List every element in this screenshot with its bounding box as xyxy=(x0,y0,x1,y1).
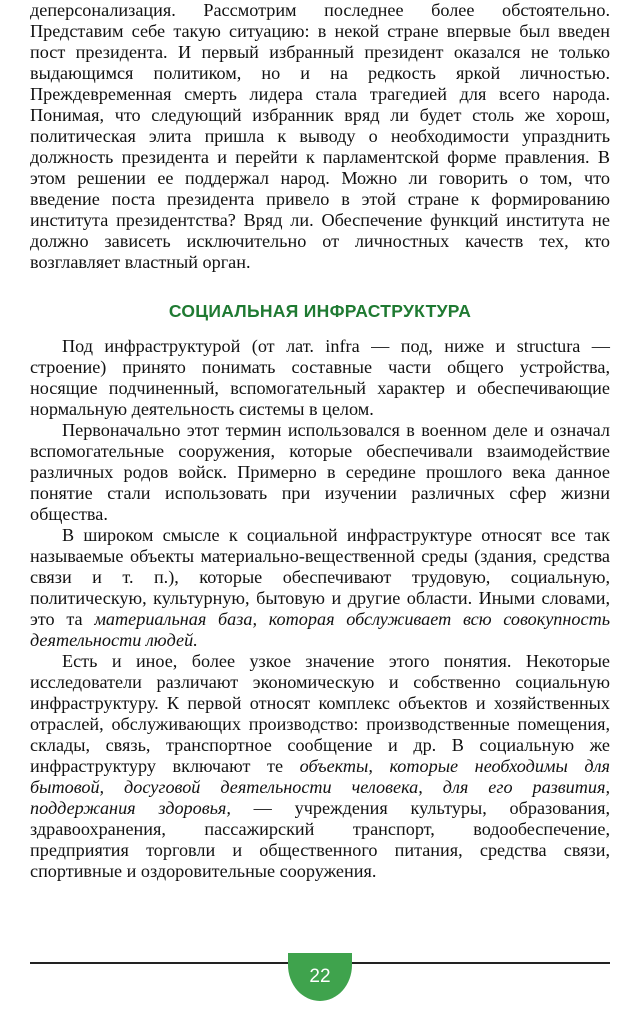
paragraph-definition: Под инфраструктурой (от лат. infra — под, ниже и structura — строение) принято понимать составные части общего устройства, носящие подчиненный, вспомогательный характер и обеспечивающие нормальную деятельность системы в целом. xyxy=(30,336,610,419)
section-heading: СОЦИАЛЬНАЯ ИНФРАСТРУКТУРА xyxy=(168,301,472,321)
paragraph-origin: Первоначально этот термин использовался в военном деле и означал вспомогательные сооружения, которые обеспечивали взаимодействие различных родов войск. Примерно в середине прошлого века данное понятие стали использовать при изучении различных сфер жизни общества. xyxy=(30,420,610,524)
narrow-meaning-emphasis: объекты, которые необходимы для бытовой, досуговой деятельности человека, для его развития, поддержания здоровья, xyxy=(30,756,611,818)
paragraph-narrow-meaning xyxy=(30,651,610,882)
broad-meaning-emphasis: материальная база, которая обслуживает всю совокупность деятельности людей. xyxy=(30,609,610,650)
narrow-meaning-text-a: Есть и иное, более узкое значение этого понятия. Некоторые исследователи различают экономическую и собственно социальную инфраструктуру. К первой относят комплекс объектов и хозяйственных отраслей, обслуживающих производство: производственные помещения, склады, связь, транспортное сообщение и др. В социальную же инфраструктуру включают те xyxy=(30,651,610,776)
paragraph-broad-meaning xyxy=(30,525,610,651)
intro-paragraph: деперсонализация. Рассмотрим последнее более обстоятельно. Представим себе такую ситуацию: в некой стране впервые был введен пост президента. И первый избранный президент оказался не только выдающимся политиком, но и на редкость яркой личностью. Преждевременная смерть лидера стала трагедией для всего народа. Понимая, что следующий избранник вряд ли будет столь же хорош, политическая элита пришла к выводу о необходимости упразднить должность президента и перейти к парламентской форме правления. В этом решении ее поддержал народ. Можно ли говорить о том, что введение поста президента привело в этой стране к формированию института президентства? Вряд ли. Обеспечение функций института не должно зависеть исключительно от личностных качеств тех, кто возглавляет властный орган. xyxy=(30,0,610,272)
page-content xyxy=(30,0,610,882)
broad-meaning-text: В широком смысле к социальной инфраструктуре относят все так называемые объекты материально-вещественной среды (здания, средства связи и т. п.), которые обеспечивают трудовую, социальную, политическую, культурную, бытовую и другие области. Иными словами, это та xyxy=(30,525,610,629)
narrow-meaning-text-b: — учреждения культуры, образования, здравоохранения, пассажирский транспорт, водообеспечение, предприятия торговли и общественного питания, средства связи, спортивные и оздоровительные сооружения. xyxy=(30,798,610,881)
page-number-badge: 22 xyxy=(288,953,352,1001)
